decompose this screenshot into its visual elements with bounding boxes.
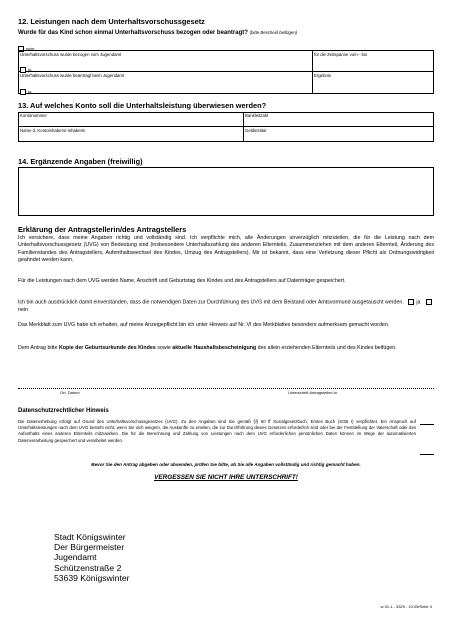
row2-ja[interactable]: ja [20,83,32,101]
signature-line [18,388,434,389]
kontoinhaber-label: Name d. Kontoinhabers/-inhaberin [20,128,86,133]
address-line-1: Stadt Königswinter [54,532,126,542]
unterschrift-warning: VERGESSEN SIE NICHT IHRE UNTERSCHRIFT! [154,474,298,481]
checkbox-row2-ja[interactable] [20,89,26,95]
address-block [54,532,130,583]
margin-mark-bottom [420,454,434,455]
uvg-table-vdivider [312,50,313,94]
address-line-3: Jugendamt [54,552,97,563]
konto-table-divider [18,126,434,127]
geldinstitut-label: Geldinstitut [245,128,267,133]
address-line-4: Schützenstraße 2 [54,562,122,573]
option-nein[interactable]: nein [18,40,35,58]
row1-label: Unterhaltsvorschuss wurde bezogen vom Jugendamt [20,52,122,57]
bankleitzahl-label: Bankleitzahl [245,113,269,118]
kontonummer-label: Kontonummer [20,113,47,118]
address-line-2: Der Bürgermeister [54,542,125,553]
uvg-table-divider [18,71,434,72]
konto-table-vdivider [243,112,244,142]
checkbox-austausch-ja[interactable] [408,299,414,305]
row2-label: Unterhaltsvorschuss wurde beantragt beim Jugendamt [20,73,125,78]
section-12-title: 12. Leistungen nach dem Unterhaltsvorschussgesetz [18,17,205,26]
margin-mark-top [420,424,434,425]
konto-table [18,112,434,142]
checkbox-row1-ja[interactable] [20,67,26,73]
erklaerung-p4: Das Merkblatt zum UVG habe ich erhalten, auf meine Anzeigepflicht bin ich unter Hinweis auf Nr. VI des Merkblattes besonders aufmerksam gemacht worden. [18,322,390,328]
erklaerung-p1: Ich versichere, dass meine Angaben richtig und vollständig sind. Ich verpflichte mich, alle Änderungen unverzüglich mitzuteilen, die für die Leistung nach dem Unterhaltsvorschussgesetz (UVG) von Bedeutung sind (insbesondere Unterhaltszahlung des anderen Elternteils, Zusammenziehen mit dem anderen Elternteil, Änderung des Familienstandes des Antragstellers, Aufenthaltswechsel des Kindes, Umzug des Antragstellers). Mir ist bekannt, dass eine Verletzung dieser Pflicht als Ordnungswidrigkeit geahndet werden kann. [18,235,434,263]
ergaenzende-angaben-field[interactable] [18,167,434,216]
row2-right-label: Ergebnis [314,73,331,78]
datenschutz-title: Datenschutzrechtlicher Hinweis [18,408,109,414]
address-line-5: 53639 Königswinter [54,572,130,583]
section-14-title: 14. Ergänzende Angaben (freiwillig) [18,157,143,166]
checkbox-austausch-nein[interactable] [426,299,432,305]
row1-ja[interactable]: ja [20,61,32,79]
erklaerung-p2: Für die Leistungen nach dem UVG werden Name, Anschrift und Geburtstag des Kindes und des Antragstellers auf Datenträger gespeichert. [18,278,346,284]
pruefen-hinweis: Bevor Sie den Antrag abgeben oder absenden, prüfen Sie bitte, ob Sie alle Angaben vollständig und richtig gemacht haben. [91,462,361,467]
erklaerung-title: Erklärung der Antragstellerin/des Antragstellers [18,225,187,234]
row1-right-label: für die Zeitspanne vom - bis [314,52,368,57]
section-12-question: Wurde für das Kind schon einmal Unterhaltsvorschuss bezogen oder beantragt? (bitte Bescheid beifügen) [18,30,298,36]
section-13-title: 13. Auf welches Konto soll die Unterhaltsleistung überwiesen werden? [18,101,267,110]
erklaerung-p3: Ich bin auch ausdrücklich damit einverstanden, dass die notwendigen Daten zur Durchführung des UVG mit dem Beistand oder Amtsvormund ausgetauscht werden. ja nein [18,299,434,314]
datenschutz-text: Die Datenerhebung erfolgt auf Grund des Unterhaltsvorschussgesetzes (UVG). Zu den Angaben sind Sie gemäß §§ 60 ff Sozialgesetzbuch, Erstes Buch (SGB I) verpflichtet. Ein Anspruch auf Unterhaltsleistungen nach dem UVG besteht nicht, wenn Sie sich weigern, die Auskünfte zu erteilen, die zur Durchführung dieses Gesetzes erforderlich sind oder bei der Feststellung der Vaterschaft oder des Aufenthalts eines anderen Elternteils mitzuwirken. Die für die Berechnung und Zahlung von Leistungen nach dem UVG erforderlichen persönlichen Daten können im Wege der automatisierten Datenverarbeitung gespeichert und verarbeitet werden. [18,419,416,443]
form-number: w 51.1 - 3329 - 10.05/Seite 4 [380,604,432,609]
unterschrift-label: Unterschrift Antragsteller/-in [288,390,338,395]
erklaerung-p5: Dem Antrag bitte Kopie der Geburtsurkunde des Kindes sowie aktuelle Haushaltsbescheinigung des allein erziehenden Elternteils und des Kindes beifügen. [18,345,397,351]
ort-datum-label: Ort, Datum [60,390,80,395]
